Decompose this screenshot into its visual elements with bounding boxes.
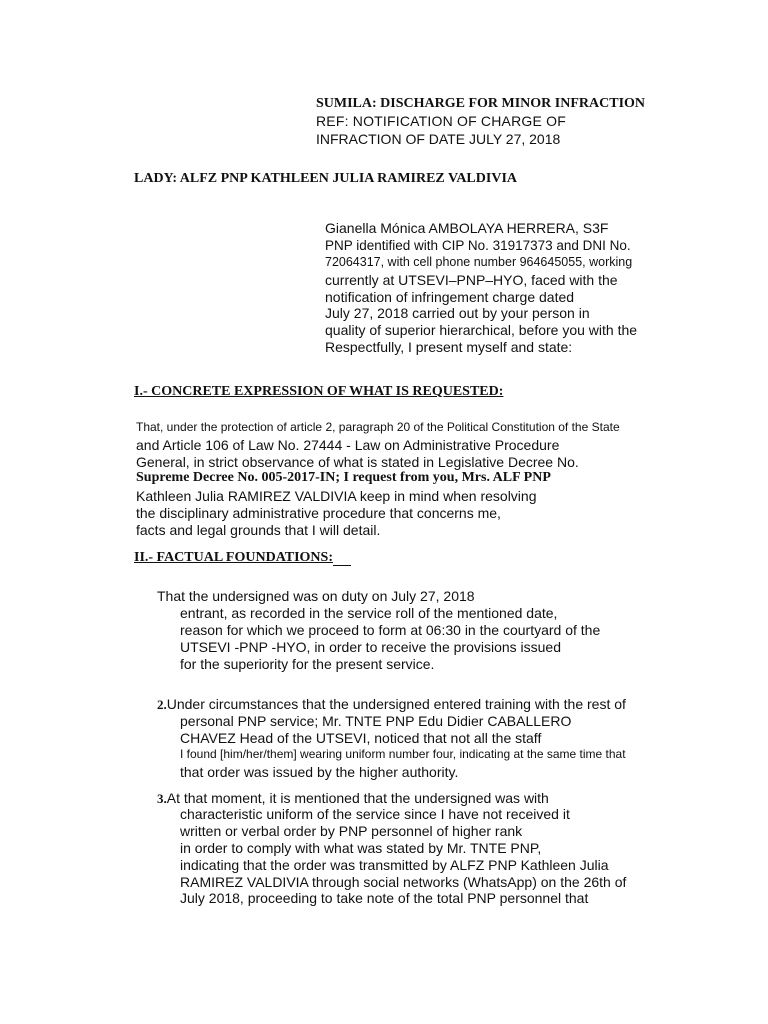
intro-line: currently at UTSEVI–PNP–HYO, faced with the [325,272,618,288]
intro-line: PNP identified with CIP No. 31917373 and DNI No. [325,238,631,253]
section-1-line: Supreme Decree No. 005-2017-IN; I request from you, Mrs. ALF PNP [136,470,551,485]
paragraph-3-line: RAMIREZ VALDIVIA through social networks (WhatsApp) on the 26th of [180,874,627,890]
ref-line-1: REF: NOTIFICATION OF CHARGE OF [316,113,566,129]
intro-line: quality of superior hierarchical, before you with the [325,322,638,338]
paragraph-3-text: At that moment, it is mentioned that the undersigned was with [166,790,549,806]
addressee-line: LADY: ALFZ PNP KATHLEEN JULIA RAMIREZ VALDIVIA [134,171,517,186]
paragraph-1-line: That the undersigned was on duty on July 27, 2018 [157,588,475,604]
paragraph-3-line: characteristic uniform of the service since I have not received it [180,806,570,822]
paragraph-1-line: UTSEVI -PNP -HYO, in order to receive the provisions issued [180,639,562,655]
paragraph-3-line: in order to comply with what was stated by Mr. TNTE PNP, [180,840,542,856]
section-1-line: Kathleen Julia RAMIREZ VALDIVIA keep in mind when resolving [136,488,537,504]
ref-line-2: INFRACTION OF DATE JULY 27, 2018 [316,131,561,147]
paragraph-1-line: entrant, as recorded in the service roll of the mentioned date, [180,605,558,621]
section-1-line: and Article 106 of Law No. 27444 - Law on Administrative Procedure [136,437,560,453]
paragraph-1-line: for the superiority for the present service. [180,656,435,672]
paragraph-2-line: CHAVEZ Head of the UTSEVI, noticed that not all the staff [180,730,542,746]
paragraph-1-line: reason for which we proceed to form at 06:30 in the courtyard of the [180,622,601,638]
section-1-line: That, under the protection of article 2, paragraph 20 of the Political Constitution of the State [136,420,620,434]
paragraph-3-line: written or verbal order by PNP personnel of higher rank [180,823,523,839]
section-1-line: facts and legal grounds that I will detail. [136,522,381,538]
intro-line: July 27, 2018 carried out by your person in [325,305,590,321]
sumila-line: SUMILA: DISCHARGE FOR MINOR INFRACTION [316,96,646,111]
section-2-heading: II.- FACTUAL FOUNDATIONS: [134,550,333,565]
intro-line: Respectfully, I present myself and state: [325,339,573,355]
paragraph-2-number: 2. [157,697,167,712]
paragraph-2-line: I found [him/her/them] wearing uniform number four, indicating at the same time that [180,747,626,761]
paragraph-2-first-line [157,696,626,714]
paragraph-3-line: indicating that the order was transmitted by ALFZ PNP Kathleen Julia [180,857,609,873]
section-2-heading-underline-ext [333,565,351,566]
section-1-heading: I.- CONCRETE EXPRESSION OF WHAT IS REQUESTED: [134,384,504,399]
section-1-line: the disciplinary administrative procedure that concerns me, [136,505,501,521]
paragraph-2-line: personal PNP service; Mr. TNTE PNP Edu Didier CABALLERO [180,713,572,729]
paragraph-2-line: that order was issued by the higher authority. [180,764,459,780]
section-1-line: General, in strict observance of what is stated in Legislative Decree No. [136,454,579,470]
intro-line: 72064317, with cell phone number 964645055, working [325,255,633,269]
paragraph-3-number: 3. [157,791,167,806]
intro-line: Gianella Mónica AMBOLAYA HERRERA, S3F [325,220,609,236]
intro-line: notification of infringement charge dated [325,289,575,305]
paragraph-2-text: Under circumstances that the undersigned entered training with the rest of [166,696,626,712]
paragraph-3-line: July 2018, proceeding to take note of the total PNP personnel that [180,890,589,906]
